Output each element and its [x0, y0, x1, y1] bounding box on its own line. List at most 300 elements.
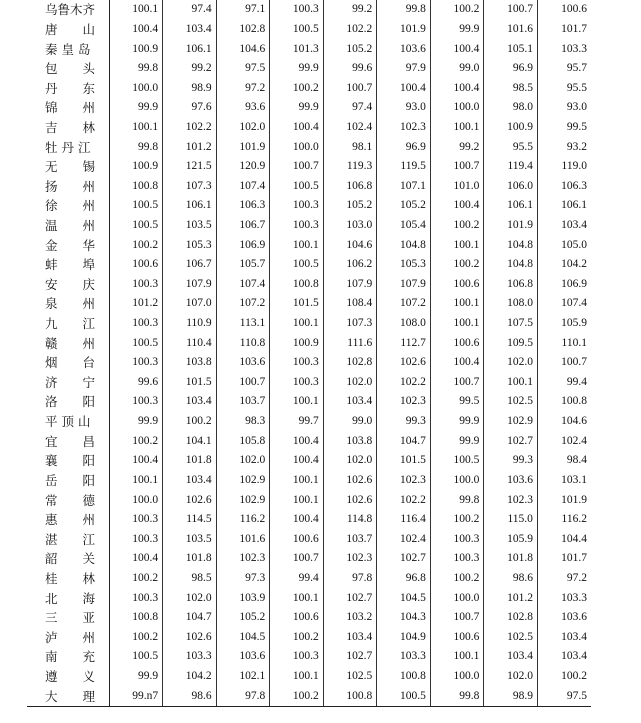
city-name: 常 德: [45, 492, 96, 508]
index-value-cell: 102.2: [377, 490, 431, 510]
city-cell: [27, 686, 109, 706]
index-value-cell: 104.8: [377, 235, 431, 255]
index-value-cell: 105.0: [561, 238, 587, 251]
index-value-cell: 101.9: [216, 137, 270, 157]
index-value-cell: 102.8: [323, 353, 377, 373]
table-row: [27, 196, 591, 216]
index-value-cell: 106.8: [484, 275, 538, 295]
index-value-cell: 103.4: [163, 20, 217, 40]
city-cell: [27, 549, 109, 569]
index-value-cell: 97.5: [537, 686, 591, 706]
index-value-cell: 104.1: [163, 431, 217, 451]
city-name: 扬 州: [45, 178, 96, 194]
index-value-cell: 100.7: [216, 373, 270, 393]
index-value-cell: 100.7: [430, 373, 484, 393]
city-cell: [27, 59, 109, 79]
table-row: [27, 39, 591, 59]
index-value-cell: 100.4: [270, 451, 324, 471]
index-value-cell: 102.3: [484, 490, 538, 510]
index-value-cell: 102.0: [323, 451, 377, 471]
city-name: 安 庆: [45, 276, 96, 292]
index-value-cell: 100.3: [270, 196, 324, 216]
city-name: 包 头: [45, 61, 96, 77]
index-value-cell: 102.6: [323, 471, 377, 491]
index-value-cell: 100.3: [109, 529, 163, 549]
city-name: 乌鲁木齐: [45, 2, 96, 18]
city-name: 平 顶 山: [45, 414, 91, 430]
index-value-cell: 99.8: [430, 490, 484, 510]
table-row: [27, 667, 591, 687]
table-row: [27, 333, 591, 353]
index-value-cell: 98.5: [163, 569, 217, 589]
table-row: [27, 78, 591, 98]
index-value-cell: 100.8: [561, 395, 587, 408]
index-value-cell: 100.6: [270, 608, 324, 628]
index-value-cell: 102.0: [216, 118, 270, 138]
city-cell: [27, 275, 109, 295]
city-cell: [27, 667, 109, 687]
city-cell: [27, 373, 109, 393]
index-value-cell: 100.4: [109, 20, 163, 40]
index-value-cell: 102.5: [484, 392, 538, 412]
index-value-cell: 100.2: [109, 431, 163, 451]
city-name: 北 海: [45, 590, 96, 606]
index-value-cell: 107.4: [216, 275, 270, 295]
index-value-cell: 102.7: [323, 588, 377, 608]
index-value-cell: 100.6: [109, 255, 163, 275]
index-value-cell: 97.2: [216, 78, 270, 98]
city-cell: [27, 98, 109, 118]
table-row: [27, 314, 591, 334]
city-cell: [27, 588, 109, 608]
index-value-cell: 105.9: [484, 529, 538, 549]
index-value-cell: 100.3: [109, 275, 163, 295]
index-value-cell: 105.1: [484, 39, 538, 59]
city-cell: [27, 196, 109, 216]
index-value-cell: 98.0: [484, 98, 538, 118]
index-value-cell: 101.8: [163, 549, 217, 569]
city-cell: [27, 314, 109, 334]
index-value-cell: 100.9: [270, 333, 324, 353]
city-cell: [27, 392, 109, 412]
index-value-cell: 111.6: [323, 333, 377, 353]
index-value-cell: 100.2: [109, 235, 163, 255]
index-value-cell: 110.9: [163, 314, 217, 334]
index-value-cell: 106.3: [216, 196, 270, 216]
city-name: 洛 阳: [45, 394, 96, 410]
index-value-cell: 103.3: [163, 647, 217, 667]
index-value-cell: 121.5: [163, 157, 217, 177]
index-value-cell: 99.9: [430, 20, 484, 40]
index-value-cell: 103.4: [561, 630, 587, 643]
index-value-cell: 103.0: [323, 216, 377, 236]
table-row: [27, 235, 591, 255]
index-value-cell: 100.3: [109, 353, 163, 373]
city-cell: [27, 490, 109, 510]
city-price-index-table: [27, 0, 591, 707]
index-value-cell: 100.1: [430, 235, 484, 255]
index-value-cell: 100.3: [430, 529, 484, 549]
city-name: 济 宁: [45, 374, 96, 390]
index-value-cell: 95.5: [484, 137, 538, 157]
index-value-cell: 109.5: [484, 333, 538, 353]
index-value-cell: 100.3: [109, 392, 163, 412]
table-row: [27, 98, 591, 118]
city-name: 金 华: [45, 237, 96, 253]
city-name: 唐 山: [45, 21, 96, 37]
index-value-cell: 119.3: [323, 157, 377, 177]
city-cell: [27, 510, 109, 530]
city-name: 吉 林: [45, 119, 96, 135]
table-row: [27, 176, 591, 196]
index-value-cell: 106.1: [163, 39, 217, 59]
index-value-cell: 112.7: [377, 333, 431, 353]
index-value-cell: 99.5: [430, 392, 484, 412]
index-value-cell: 103.4: [323, 628, 377, 648]
index-value-cell: 103.9: [216, 588, 270, 608]
index-value-cell: 100.1: [430, 314, 484, 334]
index-value-cell: 100.0: [270, 137, 324, 157]
index-value-cell: 97.6: [163, 98, 217, 118]
index-value-cell: 115.0: [484, 510, 538, 530]
index-value-cell: 100.7: [270, 157, 324, 177]
index-value-cell: 93.0: [566, 101, 587, 114]
table-row: [27, 294, 591, 314]
index-value-cell: 98.5: [484, 78, 538, 98]
index-value-cell: 99.0: [430, 59, 484, 79]
index-value-cell: 98.6: [163, 686, 217, 706]
index-value-cell: 100.5: [430, 451, 484, 471]
index-value-cell: 100.8: [323, 686, 377, 706]
index-value-cell: 100.0: [430, 98, 484, 118]
index-value-cell: 102.3: [377, 471, 431, 491]
city-name: 泸 州: [45, 629, 96, 645]
index-value-cell: 103.1: [561, 473, 587, 486]
table-row: [27, 451, 591, 471]
index-value-cell: 99.6: [109, 373, 163, 393]
index-value-cell: 96.8: [377, 569, 431, 589]
index-value-cell: 103.7: [323, 529, 377, 549]
table-row: [27, 255, 591, 275]
index-value-cell: 99.2: [163, 59, 217, 79]
index-value-cell: 98.1: [323, 137, 377, 157]
index-value-cell: 99.9: [270, 98, 324, 118]
index-value-cell: 108.0: [377, 314, 431, 334]
index-value-cell: 96.9: [377, 137, 431, 157]
index-value-cell: 107.9: [163, 275, 217, 295]
city-name: 温 州: [45, 218, 96, 233]
index-value-cell: 93.6: [216, 98, 270, 118]
index-value-cell: 102.4: [377, 529, 431, 549]
index-value-cell: 100.2: [109, 569, 163, 589]
table-row: [27, 549, 591, 569]
index-value-cell: 102.5: [484, 628, 538, 648]
index-value-cell: 102.8: [484, 608, 538, 628]
index-value-cell: 106.9: [216, 235, 270, 255]
index-value-cell: 104.6: [216, 39, 270, 59]
index-value-cell: 103.4: [561, 219, 587, 231]
city-cell: [27, 353, 109, 373]
index-value-cell: 98.9: [163, 78, 217, 98]
index-value-cell: 105.3: [377, 255, 431, 275]
city-name: 遵 义: [45, 669, 96, 685]
index-value-cell: 102.3: [323, 549, 377, 569]
index-value-cell: 102.4: [561, 434, 587, 447]
index-value-cell: 100.2: [270, 686, 324, 706]
index-value-cell: 99.6: [323, 59, 377, 79]
index-value-cell: 102.7: [323, 647, 377, 667]
index-value-cell: 102.5: [323, 667, 377, 687]
index-value-cell: 100.1: [109, 0, 163, 20]
index-value-cell: 102.7: [377, 549, 431, 569]
table-row: [27, 588, 591, 608]
index-value-cell: 100.4: [377, 78, 431, 98]
city-name: 岳 阳: [45, 472, 96, 488]
index-value-cell: 102.2: [377, 373, 431, 393]
index-value-cell: 101.9: [561, 493, 587, 506]
city-name: 锦 州: [45, 100, 96, 116]
index-value-cell: 102.3: [377, 392, 431, 412]
index-value-cell: 100.4: [430, 353, 484, 373]
index-value-cell: 97.4: [323, 98, 377, 118]
city-name: 大 理: [45, 688, 96, 704]
index-value-cell: 100.6: [430, 275, 484, 295]
index-value-cell: 93.2: [566, 140, 587, 153]
index-value-cell: 100.9: [109, 39, 163, 59]
index-value-cell: 100.7: [270, 549, 324, 569]
index-value-cell: 100.5: [109, 647, 163, 667]
index-value-cell: 107.5: [484, 314, 538, 334]
index-value-cell: 103.6: [216, 353, 270, 373]
index-value-cell: 100.9: [484, 118, 538, 138]
index-value-cell: 105.9: [561, 317, 587, 330]
index-value-cell: 103.4: [484, 647, 538, 667]
table-row: [27, 490, 591, 510]
table-row: [27, 647, 591, 667]
index-value-cell: 100.2: [561, 670, 587, 683]
index-value-cell: 100.8: [270, 275, 324, 295]
index-value-cell: 100.2: [430, 510, 484, 530]
index-value-cell: 108.4: [323, 294, 377, 314]
index-value-cell: 98.3: [216, 412, 270, 432]
index-value-cell: 99.7: [270, 412, 324, 432]
index-value-cell: 105.7: [216, 255, 270, 275]
index-value-cell: 103.4: [163, 471, 217, 491]
city-name: 秦 皇 岛: [45, 41, 91, 57]
index-value-cell: 119.4: [484, 157, 538, 177]
index-value-cell: 100.3: [270, 373, 324, 393]
index-value-cell: 104.7: [377, 431, 431, 451]
index-value-cell: 100.1: [430, 647, 484, 667]
index-value-cell: 102.1: [216, 667, 270, 687]
index-value-cell: 107.9: [377, 275, 431, 295]
index-value-cell: 103.2: [323, 608, 377, 628]
table-row: [27, 392, 591, 412]
city-cell: [27, 176, 109, 196]
index-value-cell: 100.2: [270, 78, 324, 98]
city-name: 湛 江: [45, 531, 96, 547]
index-value-cell: 100.7: [430, 157, 484, 177]
index-value-cell: 114.8: [323, 510, 377, 530]
city-name: 韶 关: [45, 551, 96, 567]
index-value-cell: 104.8: [484, 255, 538, 275]
index-value-cell: 103.6: [484, 471, 538, 491]
index-value-cell: 106.0: [484, 176, 538, 196]
index-value-cell: 102.2: [163, 118, 217, 138]
index-value-cell: 99.2: [430, 137, 484, 157]
city-name: 九 江: [45, 316, 96, 332]
index-value-cell: 100.6: [430, 628, 484, 648]
index-value-cell: 100.5: [377, 686, 431, 706]
index-value-cell: 104.4: [561, 532, 587, 545]
index-value-cell: 101.0: [430, 176, 484, 196]
index-value-cell: 108.0: [484, 294, 538, 314]
city-name: 牡 丹 江: [45, 139, 91, 155]
index-value-cell: 100.1: [270, 392, 324, 412]
table-row: [27, 275, 591, 295]
index-value-cell: 99.9: [109, 412, 163, 432]
table-row: [27, 431, 591, 451]
index-value-cell: 120.9: [216, 157, 270, 177]
index-value-cell: 97.8: [323, 569, 377, 589]
index-value-cell: 99.4: [270, 569, 324, 589]
index-value-cell: 99.8: [109, 59, 163, 79]
city-name: 烟 台: [45, 355, 96, 371]
index-value-cell: 100.3: [109, 510, 163, 530]
table-row: [27, 686, 591, 706]
index-value-cell: 105.8: [216, 431, 270, 451]
index-value-cell: 103.6: [561, 611, 587, 624]
index-value-cell: 106.7: [216, 216, 270, 236]
city-cell: [27, 431, 109, 451]
index-value-cell: 100.5: [270, 176, 324, 196]
index-value-cell: 99.4: [566, 375, 587, 388]
index-value-cell: 101.6: [484, 20, 538, 40]
index-value-cell: 98.9: [484, 686, 538, 706]
index-value-cell: 103.7: [216, 392, 270, 412]
city-name: 惠 州: [45, 512, 96, 528]
index-value-cell: 102.2: [323, 20, 377, 40]
index-value-cell: 100.2: [270, 628, 324, 648]
index-value-cell: 102.0: [484, 353, 538, 373]
index-value-cell: 100.3: [270, 0, 324, 20]
city-name: 南 充: [45, 649, 96, 665]
index-value-cell: 100.0: [430, 588, 484, 608]
index-value-cell: 95.5: [566, 81, 587, 94]
index-value-cell: 100.0: [430, 667, 484, 687]
index-value-cell: 100.3: [270, 647, 324, 667]
index-value-cell: 100.1: [430, 294, 484, 314]
index-value-cell: 100.2: [163, 412, 217, 432]
index-value-cell: 116.2: [561, 513, 587, 526]
index-value-cell: 103.6: [377, 39, 431, 59]
index-value-cell: 100.2: [109, 628, 163, 648]
index-value-cell: 96.9: [484, 59, 538, 79]
index-value-cell: 105.2: [216, 608, 270, 628]
index-value-cell: 103.3: [561, 591, 587, 604]
index-value-cell: 101.9: [377, 20, 431, 40]
city-cell: [27, 529, 109, 549]
index-value-cell: 116.2: [216, 510, 270, 530]
index-value-cell: 100.6: [561, 3, 587, 16]
table-row: [27, 373, 591, 393]
index-value-cell: 102.9: [216, 471, 270, 491]
index-value-cell: 104.2: [163, 667, 217, 687]
table-row: [27, 628, 591, 648]
city-cell: [27, 235, 109, 255]
index-value-cell: 107.3: [323, 314, 377, 334]
index-value-cell: 104.5: [216, 628, 270, 648]
city-name: 襄 阳: [45, 453, 96, 469]
index-value-cell: 103.8: [323, 431, 377, 451]
index-value-cell: 100.4: [430, 78, 484, 98]
index-value-cell: 101.7: [561, 22, 587, 35]
table-row: [27, 0, 591, 20]
table-row: [27, 137, 591, 157]
index-value-cell: 97.2: [566, 571, 587, 584]
index-value-cell: 100.5: [270, 255, 324, 275]
index-value-cell: 101.2: [109, 294, 163, 314]
index-value-cell: 106.9: [561, 277, 587, 290]
index-value-cell: 102.0: [216, 451, 270, 471]
index-value-cell: 101.2: [163, 137, 217, 157]
index-value-cell: 107.4: [216, 176, 270, 196]
city-name: 宜 昌: [45, 433, 96, 449]
index-value-cell: 103.3: [561, 42, 587, 55]
table-row: [27, 20, 591, 40]
index-value-cell: 93.0: [377, 98, 431, 118]
index-value-cell: 103.4: [163, 392, 217, 412]
index-value-cell: 100.9: [109, 157, 163, 177]
city-cell: [27, 78, 109, 98]
index-value-cell: 97.4: [163, 0, 217, 20]
index-value-cell: 106.1: [484, 196, 538, 216]
index-value-cell: 113.1: [216, 314, 270, 334]
index-value-cell: 102.6: [163, 628, 217, 648]
index-value-cell: 99.5: [566, 120, 587, 133]
index-value-cell: 101.5: [163, 373, 217, 393]
index-value-cell: 100.8: [377, 667, 431, 687]
index-value-cell: 104.6: [323, 235, 377, 255]
index-value-cell: 100.1: [270, 471, 324, 491]
city-cell: [27, 118, 109, 138]
index-value-cell: 97.9: [377, 59, 431, 79]
city-cell: [27, 569, 109, 589]
index-value-cell: 100.2: [430, 0, 484, 20]
index-value-cell: 105.2: [377, 196, 431, 216]
index-value-cell: 100.6: [270, 529, 324, 549]
city-cell: [27, 412, 109, 432]
index-value-cell: 100.1: [270, 235, 324, 255]
index-value-cell: 106.8: [323, 176, 377, 196]
index-value-cell: 119.5: [377, 157, 431, 177]
index-value-cell: 100.5: [109, 333, 163, 353]
index-value-cell: 100.2: [430, 569, 484, 589]
city-name: 三 亚: [45, 610, 96, 626]
index-value-cell: 100.3: [109, 588, 163, 608]
index-value-cell: 104.3: [377, 608, 431, 628]
index-value-cell: 104.9: [377, 628, 431, 648]
city-cell: [27, 451, 109, 471]
index-value-cell: 99.9: [430, 412, 484, 432]
index-value-cell: 103.8: [163, 353, 217, 373]
index-value-cell: 100.4: [270, 118, 324, 138]
index-value-cell: 101.3: [270, 39, 324, 59]
index-value-cell: 100.7: [561, 356, 587, 369]
index-value-cell: 100.5: [270, 20, 324, 40]
index-value-cell: 103.4: [561, 650, 587, 663]
index-value-cell: 101.8: [484, 549, 538, 569]
